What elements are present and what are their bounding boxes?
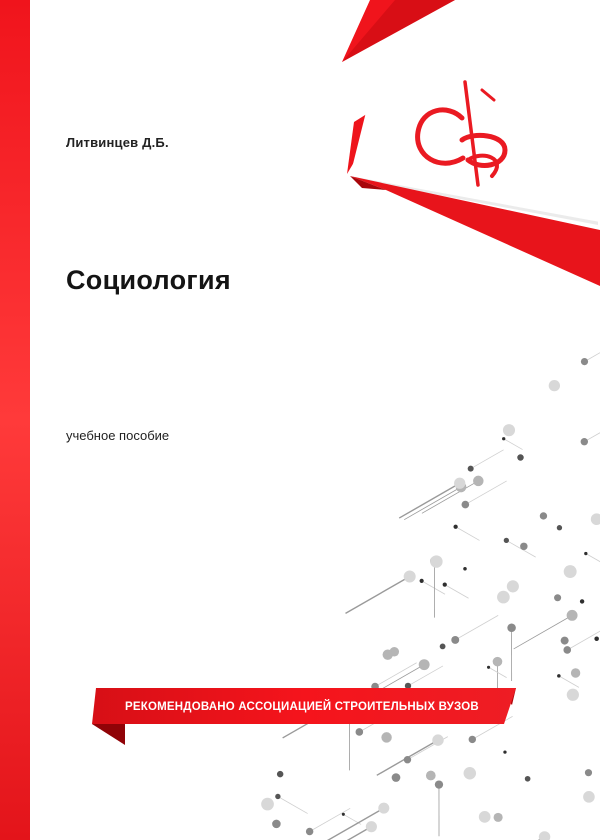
ribbon-fold xyxy=(92,724,125,745)
book-title: Социология xyxy=(66,265,231,295)
book-subtitle: учебное пособие xyxy=(66,428,170,443)
recommendation-text: РЕКОМЕНДОВАНО АССОЦИАЦИЕЙ СТРОИТЕЛЬНЫХ ВУЗОВ xyxy=(125,701,479,713)
author-name: Литвинцев Д.Б. xyxy=(66,135,169,150)
logo-card xyxy=(350,40,600,222)
